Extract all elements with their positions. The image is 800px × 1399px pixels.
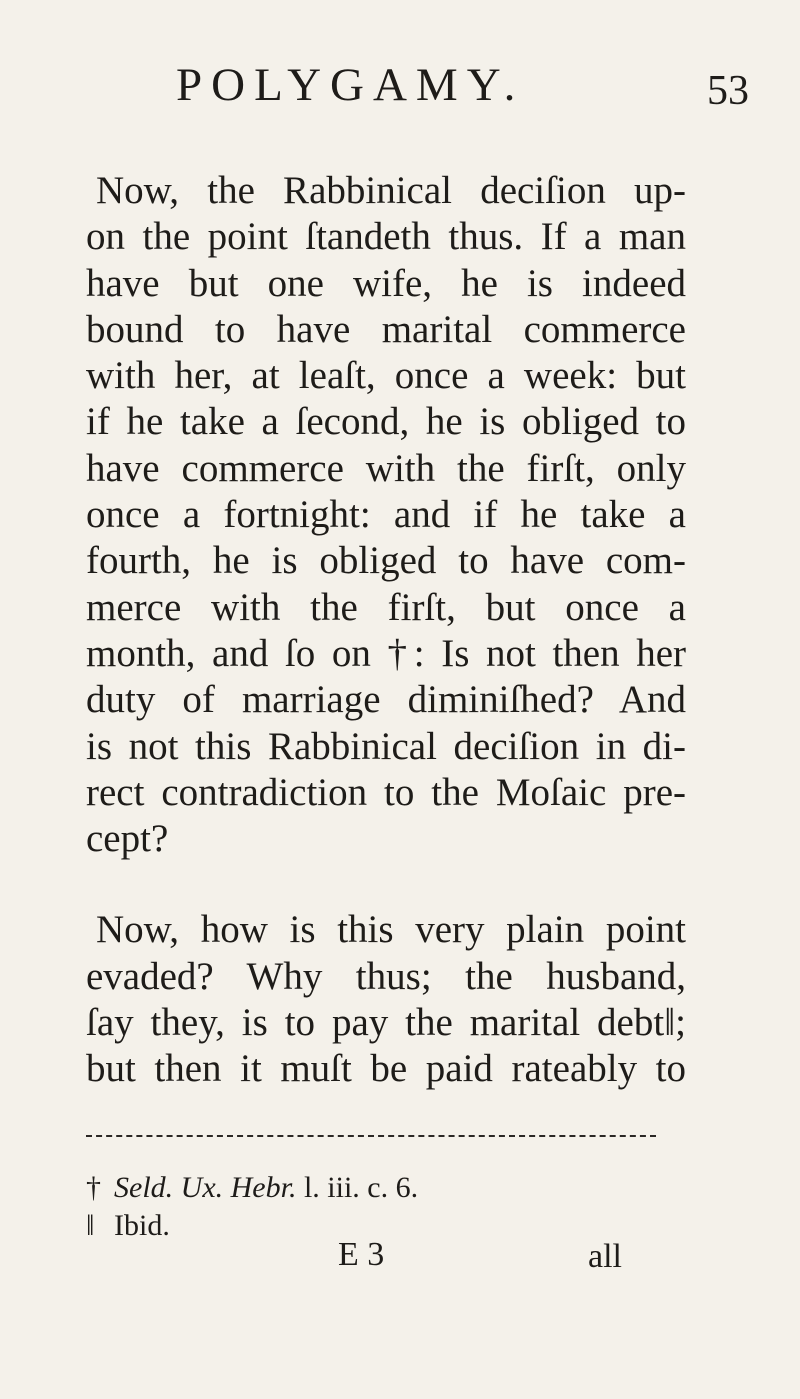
text-line: merce with the firſt, but once a xyxy=(86,585,686,629)
text-line: cept? xyxy=(86,817,169,861)
text-line: once a fortnight: and if he take a xyxy=(86,493,686,537)
text-line: on the point ſtandeth thus. If a man xyxy=(86,215,686,259)
signature-mark: E 3 xyxy=(338,1236,385,1273)
catchword: all xyxy=(588,1238,622,1275)
text-line: ſay they, is to pay the marital debt‖; xyxy=(86,1001,686,1045)
text-line: have but one wife, he is indeed xyxy=(86,261,686,305)
footnote-text: l. iii. c. 6. xyxy=(296,1171,419,1204)
text-line: rect contradiction to the Moſaic pre- xyxy=(86,770,686,814)
text-line: bound to have marital commerce xyxy=(86,307,686,351)
text-line: but then it muſt be paid rateably to xyxy=(86,1047,686,1091)
page-number: 53 xyxy=(707,68,749,114)
footnote-mark: ‖ xyxy=(86,1209,95,1242)
text-line: have commerce with the firſt, only xyxy=(86,446,686,490)
text-line: Now, how is this very plain point xyxy=(96,908,686,952)
paragraph-1 xyxy=(86,168,686,862)
text-line: fourth, he is obliged to have com- xyxy=(86,539,686,583)
text-line: if he take a ſecond, he is obliged to xyxy=(86,400,686,444)
text-line: evaded? Why thus; the husband, xyxy=(86,954,686,998)
body-text xyxy=(86,168,686,1093)
text-line: is not this Rabbinical deciſion in di- xyxy=(86,724,686,768)
footnote-source: Seld. Ux. Hebr. xyxy=(114,1171,297,1204)
paragraph-gap xyxy=(86,862,686,907)
text-line: Now, the Rabbinical deciſion up- xyxy=(96,169,686,212)
text-line: month, and ſo on †: Is not then her xyxy=(86,631,686,675)
footnote-rule xyxy=(86,1135,656,1137)
text-line: with her, at leaſt, once a week: but xyxy=(86,354,686,398)
footnote xyxy=(86,1169,418,1207)
text-line: duty of marriage diminiſhed? And xyxy=(86,678,686,722)
footnote-text: Ibid. xyxy=(114,1209,170,1242)
footnotes xyxy=(86,1169,418,1245)
footnote-mark: † xyxy=(86,1171,101,1204)
paragraph-2 xyxy=(86,907,686,1092)
running-head: POLYGAMY. xyxy=(176,59,525,111)
